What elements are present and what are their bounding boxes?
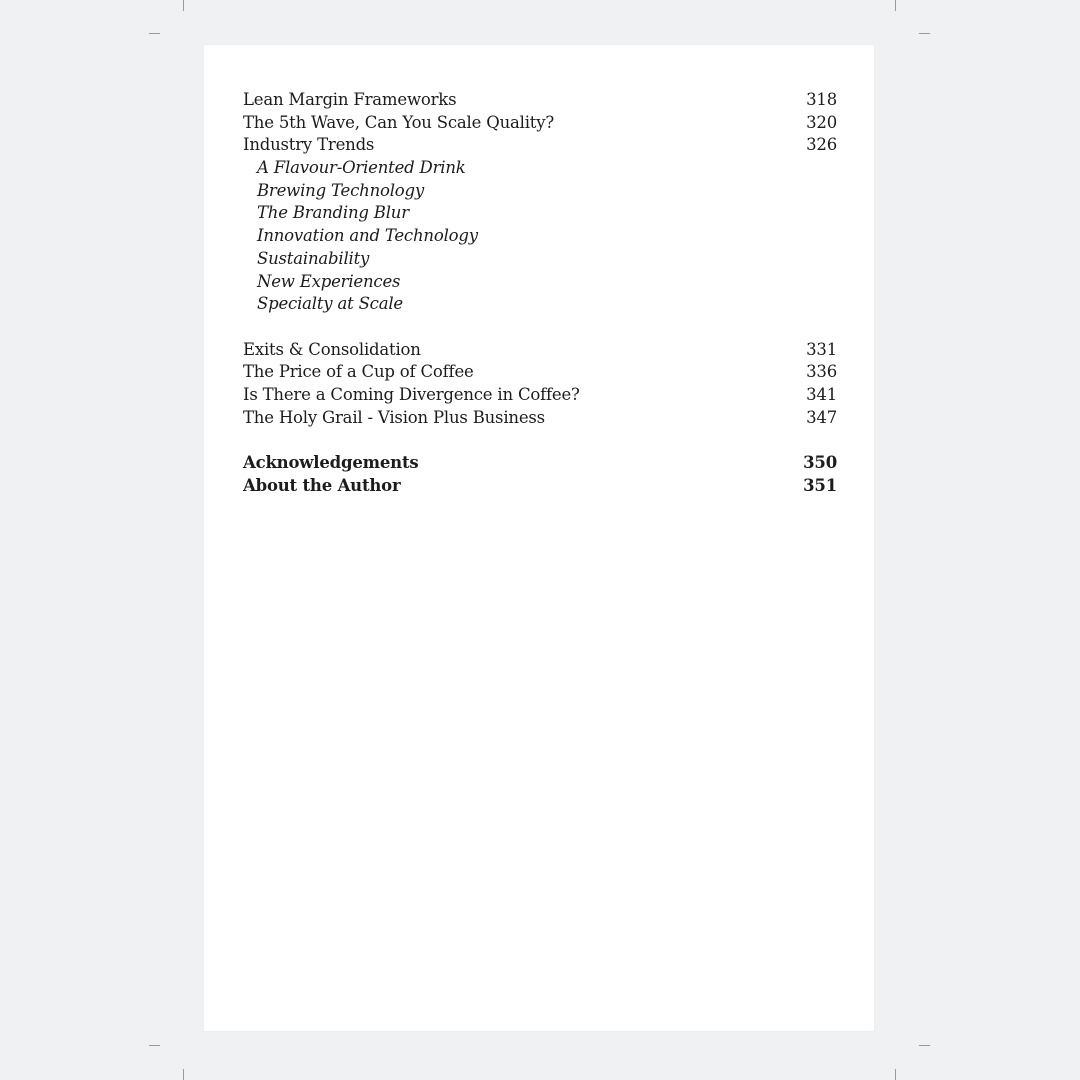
toc-subentry[interactable] xyxy=(243,157,837,180)
toc-entry-title: The Holy Grail - Vision Plus Business xyxy=(243,407,545,427)
toc-entry-page: 347 xyxy=(806,407,837,427)
crop-mark-left-top xyxy=(149,33,160,34)
toc-entry[interactable] xyxy=(243,89,837,112)
toc-subentry-title: Specialty at Scale xyxy=(257,294,403,314)
toc-entry[interactable] xyxy=(243,384,837,407)
toc-subentry[interactable] xyxy=(243,271,837,294)
toc-entry-title: The Price of a Cup of Coffee xyxy=(243,362,474,382)
toc-entry-title: Industry Trends xyxy=(243,135,375,155)
toc-entry-title: Lean Margin Frameworks xyxy=(243,90,457,109)
toc-subentry-title: Sustainability xyxy=(257,248,370,268)
toc-subentry-title: Innovation and Technology xyxy=(257,226,478,246)
toc-entry-page: 350 xyxy=(803,453,837,472)
toc-entry[interactable] xyxy=(243,339,837,362)
toc-entry-page: 336 xyxy=(806,362,837,382)
toc-subentry[interactable] xyxy=(243,202,837,225)
toc-entry-title: About the Author xyxy=(243,475,401,495)
toc-spacer xyxy=(243,429,837,452)
crop-mark-top-right xyxy=(895,0,896,11)
toc-entry-about-author[interactable] xyxy=(243,475,837,498)
toc-entry-acknowledgements[interactable] xyxy=(243,452,837,475)
toc-entry-page: 320 xyxy=(806,112,837,132)
toc-entry[interactable] xyxy=(243,112,837,135)
toc-entry-page: 341 xyxy=(806,384,837,404)
toc-entry-page: 351 xyxy=(803,475,837,495)
toc-subentry[interactable] xyxy=(243,225,837,248)
toc-entry-title: The 5th Wave, Can You Scale Quality? xyxy=(243,112,554,132)
document-page xyxy=(204,45,874,1031)
table-of-contents xyxy=(243,89,837,497)
toc-subentry-title: A Flavour-Oriented Drink xyxy=(257,158,466,178)
toc-subentry[interactable] xyxy=(243,248,837,271)
crop-mark-right-bottom xyxy=(919,1045,930,1046)
toc-subentry[interactable] xyxy=(243,293,837,316)
crop-mark-top-left xyxy=(183,0,184,11)
toc-entry-page: 326 xyxy=(806,135,837,155)
toc-subentry-title: New Experiences xyxy=(257,271,401,291)
crop-mark-right-top xyxy=(919,33,930,34)
toc-subentry[interactable] xyxy=(243,180,837,203)
toc-entry-title: Is There a Coming Divergence in Coffee? xyxy=(243,384,580,404)
toc-entry-page: 318 xyxy=(806,90,837,109)
crop-mark-bottom-right xyxy=(895,1069,896,1080)
toc-entry-page: 331 xyxy=(806,339,837,359)
toc-entry-title: Exits & Consolidation xyxy=(243,339,421,359)
crop-mark-left-bottom xyxy=(149,1045,160,1046)
toc-subentry-title: Brewing Technology xyxy=(257,180,425,200)
toc-subentry-title: The Branding Blur xyxy=(257,203,409,223)
crop-mark-bottom-left xyxy=(183,1069,184,1080)
toc-entry-title: Acknowledgements xyxy=(243,453,419,472)
toc-entry[interactable] xyxy=(243,134,837,157)
toc-entry[interactable] xyxy=(243,407,837,430)
toc-spacer xyxy=(243,316,837,339)
toc-entry[interactable] xyxy=(243,361,837,384)
